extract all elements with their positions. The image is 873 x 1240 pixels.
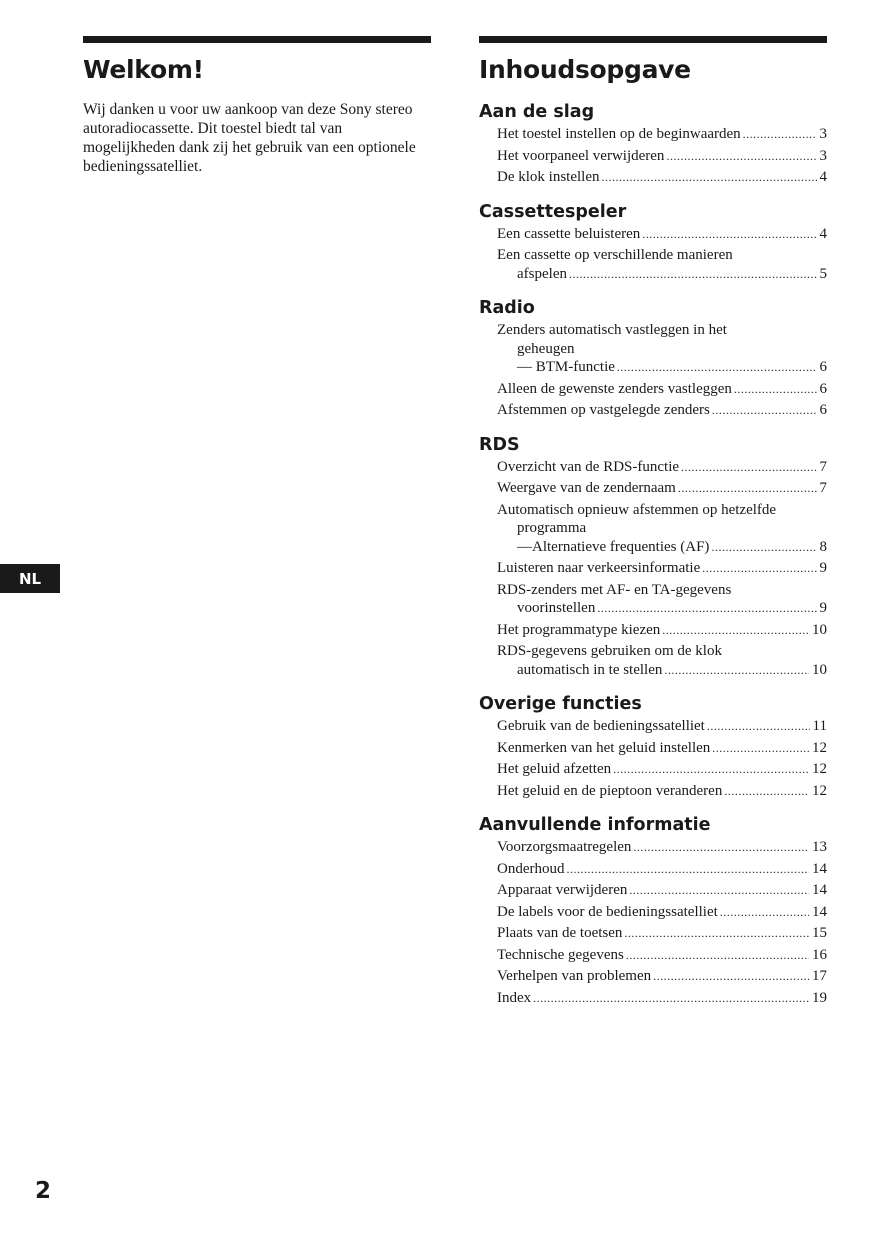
toc-list (479, 717, 827, 800)
toc-section-title: Radio (479, 298, 535, 318)
toc-entry (497, 760, 827, 779)
toc-page-number: 12 (812, 761, 827, 777)
toc-entry (497, 782, 827, 801)
toc-entry-line (497, 559, 827, 578)
toc-leader-dots (653, 967, 809, 986)
toc-entry (497, 838, 827, 857)
toc-entry (497, 903, 827, 922)
toc-entry (497, 559, 827, 578)
toc-entry (497, 168, 827, 187)
toc-entry-line (497, 380, 827, 399)
toc-leader-dots (734, 380, 817, 399)
toc-entry (497, 717, 827, 736)
toc-entry-line (497, 479, 827, 498)
toc-top-rule (479, 36, 827, 43)
toc-entry-text: Het voorpaneel verwijderen (497, 147, 665, 164)
toc-entry (497, 147, 827, 166)
toc-entry (497, 479, 827, 498)
toc-entry-line (497, 225, 827, 244)
toc-section (479, 693, 827, 800)
toc-entry-text: Alleen de gewenste zenders vastleggen (497, 380, 732, 397)
toc-section-title: Overige functies (479, 694, 642, 714)
toc-section-title: Aanvullende informatie (479, 815, 711, 835)
toc-entry-text: Kenmerken van het geluid instellen (497, 739, 711, 756)
toc-entry (497, 321, 827, 377)
toc-leader-dots (664, 661, 809, 680)
toc-section-title: RDS (479, 434, 520, 455)
toc-entry-text: programma (517, 520, 587, 536)
toc-entry-line (497, 358, 827, 377)
toc-section (479, 201, 827, 284)
toc-entry (497, 125, 827, 144)
toc-entry (497, 581, 827, 618)
toc-page-number: 6 (819, 402, 827, 418)
toc-entry-line (497, 717, 827, 736)
toc-leader-dots (681, 458, 816, 477)
toc-entry-text: Een cassette op verschillende manieren (497, 247, 733, 263)
page-number: 2 (35, 1178, 52, 1204)
toc-leader-dots (626, 946, 809, 965)
toc-leader-dots (533, 989, 809, 1008)
toc-entry-text: De klok instellen (497, 169, 600, 185)
toc-leader-dots (629, 881, 809, 900)
welcome-column (83, 36, 431, 176)
toc-leader-dots (662, 621, 809, 640)
toc-leader-dots (678, 479, 817, 498)
toc-page-number: 14 (812, 860, 827, 877)
toc-leader-dots (711, 538, 816, 557)
toc-entry-text: Voorzorgsmaatregelen (497, 839, 632, 855)
toc-entry-line (497, 265, 827, 284)
toc-page-number: 13 (812, 839, 827, 855)
toc-leader-dots (712, 739, 809, 758)
toc-entry-text: Technische gegevens (497, 946, 624, 963)
toc-section (479, 814, 827, 1007)
toc-entry-line (497, 401, 827, 420)
toc-leader-dots (624, 924, 809, 943)
toc-section-title: Aan de slag (479, 102, 595, 122)
toc-entry-line (497, 946, 827, 965)
toc-column (479, 36, 827, 1010)
toc-entry-line (497, 903, 827, 922)
toc-entry (497, 501, 827, 557)
toc-leader-dots (567, 860, 810, 879)
toc-entry-text: Overzicht van de RDS-functie (497, 458, 680, 475)
toc-leader-dots (633, 838, 809, 857)
toc-entry-text: Het toestel instellen op de beginwaarden (497, 126, 741, 142)
toc-page-number: 17 (812, 968, 827, 984)
toc-page-number: 4 (819, 169, 827, 185)
toc-page-number: 14 (812, 882, 827, 898)
toc-entry-line (497, 838, 827, 857)
toc-entry-line (497, 538, 827, 557)
toc-entry-text: Het geluid en de pieptoon veranderen (497, 782, 723, 799)
toc-entry (497, 967, 827, 986)
toc-entry-text: Het geluid afzetten (497, 761, 612, 777)
toc-entry-line (497, 458, 827, 477)
toc-entry-line (497, 760, 827, 779)
toc-entry-line (497, 147, 827, 166)
toc-entry-line (497, 989, 827, 1008)
toc-entry-text: Index (497, 989, 532, 1006)
toc-entry-text: — BTM-functie (517, 359, 615, 375)
toc-entry-line (497, 739, 827, 758)
toc-entry-text: automatisch in te stellen (517, 661, 663, 678)
toc-leader-dots (724, 782, 809, 801)
toc-leader-dots (720, 903, 809, 922)
toc-leader-dots (712, 401, 817, 420)
toc-entry (497, 642, 827, 679)
toc-leader-dots (569, 265, 817, 284)
toc-entry-line (497, 661, 827, 680)
toc-page-number: 6 (819, 359, 827, 375)
toc-entry (497, 401, 827, 420)
toc-entry (497, 246, 827, 283)
toc-page-number: 6 (819, 380, 827, 397)
toc-list (479, 321, 827, 420)
toc-section (479, 297, 827, 420)
toc-entry-line (497, 924, 827, 943)
toc-entry-text: RDS-gegevens gebruiken om de klok (497, 643, 722, 659)
toc-leader-dots (613, 760, 809, 779)
toc-entry-text: afspelen (517, 265, 567, 282)
toc-page-number: 9 (819, 560, 827, 576)
toc-leader-dots (743, 125, 817, 144)
toc-entry-text: De labels voor de bedieningssatelliet (497, 903, 718, 920)
toc-page-number: 12 (812, 739, 827, 756)
toc-entry (497, 881, 827, 900)
toc-leader-dots (642, 225, 816, 244)
toc-entry-text: Luisteren naar verkeersinformatie (497, 560, 701, 576)
toc-page-number: 8 (819, 538, 827, 555)
toc-leader-dots (617, 358, 817, 377)
toc-list (479, 838, 827, 1007)
toc-entry-text: Zenders automatisch vastleggen in het (497, 322, 727, 338)
toc-section (479, 101, 827, 187)
toc-list (479, 225, 827, 284)
welcome-title: Welkom! (83, 55, 204, 84)
toc-page-number: 12 (812, 782, 827, 799)
welcome-top-rule (83, 36, 431, 43)
toc-entry-text: voorinstellen (517, 600, 596, 616)
toc-section-title: Cassettespeler (479, 201, 627, 222)
toc-leader-dots (702, 559, 816, 578)
toc-title: Inhoudsopgave (479, 55, 691, 84)
toc-leader-dots (666, 147, 816, 166)
toc-list (479, 125, 827, 187)
toc-entry-line (497, 860, 827, 879)
toc-entry-text: Weergave van de zendernaam (497, 480, 676, 496)
toc-page-number: 16 (812, 946, 827, 963)
toc-entry-text: —Alternatieve frequenties (AF) (517, 538, 710, 555)
toc-entry (497, 860, 827, 879)
toc-page-number: 7 (819, 480, 827, 496)
toc-entry-text: Plaats van de toetsen (497, 925, 623, 941)
toc-page-number: 4 (819, 225, 827, 242)
toc-entry-text: Afstemmen op vastgelegde zenders (497, 402, 710, 418)
toc-entry-text: Onderhoud (497, 860, 565, 877)
toc-entry-text: Apparaat verwijderen (497, 882, 628, 898)
toc-leader-dots (597, 599, 816, 618)
toc-entry (497, 458, 827, 477)
toc-entry-line (497, 782, 827, 801)
toc-entry-text: Verhelpen van problemen (497, 968, 652, 984)
toc-section (479, 434, 827, 680)
toc-entry-text: RDS-zenders met AF- en TA-gegevens (497, 581, 732, 598)
toc-page-number: 3 (819, 147, 827, 164)
toc-page-number: 9 (819, 600, 827, 616)
toc-page-number: 5 (819, 265, 827, 282)
toc-entry-line (497, 125, 827, 144)
toc-list (479, 458, 827, 680)
toc-entry (497, 989, 827, 1008)
toc-entry-text: geheugen (517, 340, 575, 357)
toc-entry-text: Een cassette beluisteren (497, 225, 641, 242)
toc-entry-text: Automatisch opnieuw afstemmen op hetzelfde (497, 501, 777, 518)
toc-sections (479, 101, 827, 1007)
toc-leader-dots (601, 168, 816, 187)
toc-entry-line (497, 881, 827, 900)
toc-entry-line (497, 168, 827, 187)
toc-entry (497, 946, 827, 965)
toc-entry-text: Gebruik van de bedieningssatelliet (497, 718, 705, 734)
toc-page-number: 10 (812, 661, 827, 678)
toc-page-number: 10 (812, 621, 827, 638)
toc-entry (497, 924, 827, 943)
toc-page-number: 11 (812, 718, 827, 734)
toc-entry (497, 739, 827, 758)
toc-entry-line (497, 599, 827, 618)
welcome-text: Wij danken u voor uw aankoop van deze Sony stereo autoradiocassette. Dit toestel biedt tal van mogelijkheden dank zij het gebruik van een optionele bedieningssatelliet. (83, 101, 416, 175)
toc-page-number: 14 (812, 903, 827, 920)
toc-entry (497, 621, 827, 640)
toc-page-number: 15 (812, 925, 827, 941)
toc-page-number: 7 (819, 458, 827, 475)
toc-page-number: 3 (819, 126, 827, 142)
language-tab: NL (0, 564, 60, 593)
toc-entry-text: Het programmatype kiezen (497, 621, 661, 638)
toc-page-number: 19 (812, 989, 827, 1006)
toc-entry-line (497, 621, 827, 640)
toc-entry (497, 380, 827, 399)
toc-entry (497, 225, 827, 244)
toc-entry-line (497, 967, 827, 986)
toc-leader-dots (707, 717, 810, 736)
